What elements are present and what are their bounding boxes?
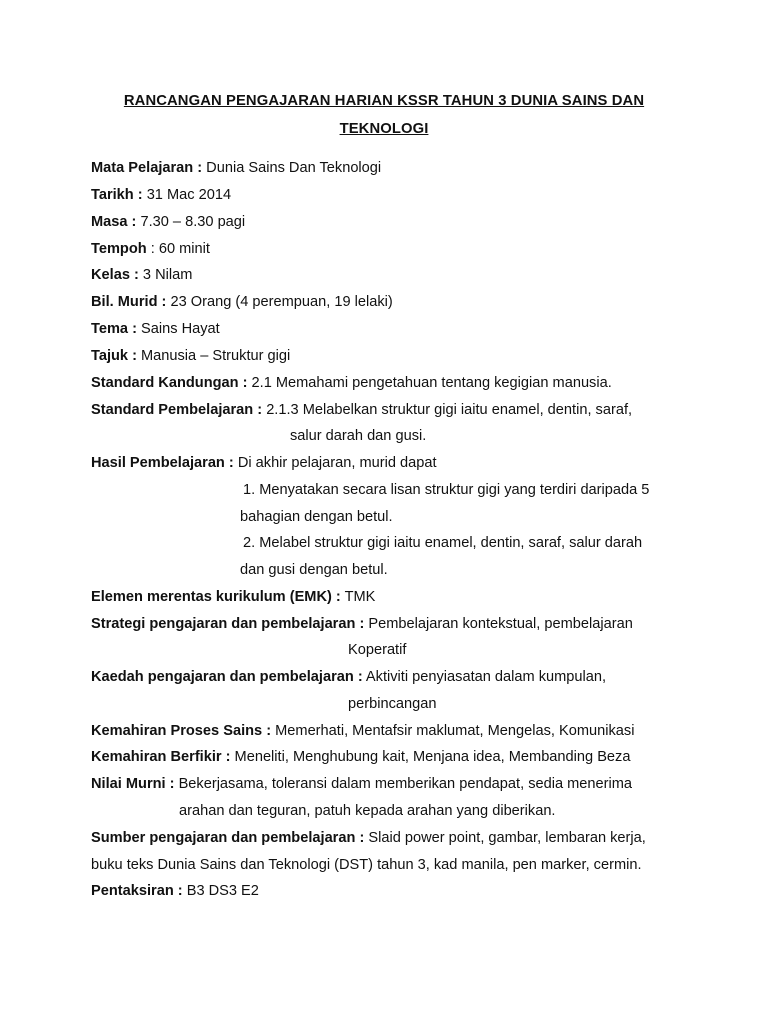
field-kemahiran-berfikir bbox=[91, 748, 630, 766]
field-label: Kemahiran Berfikir : bbox=[91, 749, 231, 765]
field-kaedah bbox=[91, 668, 606, 686]
field-label: Sumber pengajaran dan pembelajaran : bbox=[91, 830, 365, 846]
field-masa bbox=[91, 213, 245, 231]
field-standard-pembelajaran bbox=[91, 401, 632, 419]
field-strategi-continued: Koperatif bbox=[348, 642, 407, 658]
hasil-item-2-line-2: dan gusi dengan betul. bbox=[240, 562, 388, 578]
field-nilai-murni-continued: arahan dan teguran, patuh kepada arahan yang diberikan. bbox=[179, 803, 556, 819]
field-label: Nilai Murni : bbox=[91, 776, 175, 792]
field-label: Hasil Pembelajaran : bbox=[91, 455, 234, 471]
field-label: Bil. Murid : bbox=[91, 294, 167, 310]
field-value: 23 Orang (4 perempuan, 19 lelaki) bbox=[166, 294, 393, 310]
field-value: Sains Hayat bbox=[136, 321, 220, 337]
field-nilai-murni bbox=[91, 775, 632, 793]
field-label: Standard Kandungan : bbox=[91, 375, 248, 391]
field-pentaksiran bbox=[91, 882, 259, 900]
field-value: Memerhati, Mentafsir maklumat, Mengelas, Komunikasi bbox=[271, 723, 635, 739]
field-standard-kandungan bbox=[91, 374, 612, 392]
field-tema bbox=[91, 320, 220, 338]
field-tempoh bbox=[91, 240, 210, 258]
field-tajuk bbox=[91, 347, 290, 365]
field-value: B3 DS3 E2 bbox=[182, 883, 259, 899]
field-value: 3 Nilam bbox=[138, 267, 193, 283]
document-title-line-1: RANCANGAN PENGAJARAN HARIAN KSSR TAHUN 3 DUNIA SAINS DAN bbox=[123, 93, 645, 109]
field-kelas bbox=[91, 266, 192, 284]
field-value: 2.1.3 Melabelkan struktur gigi iaitu enamel, dentin, saraf, bbox=[262, 402, 633, 418]
field-label: Strategi pengajaran dan pembelajaran : bbox=[91, 616, 365, 632]
field-hasil-pembelajaran bbox=[91, 454, 437, 472]
field-label: Tempoh bbox=[91, 241, 147, 257]
field-kaedah-continued: perbincangan bbox=[348, 696, 437, 712]
field-tarikh bbox=[91, 186, 231, 204]
field-value: Manusia – Struktur gigi bbox=[136, 348, 291, 364]
field-emk bbox=[91, 588, 375, 606]
field-label: Kemahiran Proses Sains : bbox=[91, 723, 272, 739]
field-label: Tarikh : bbox=[91, 187, 143, 203]
field-standard-pembelajaran-continued: salur darah dan gusi. bbox=[290, 428, 427, 444]
field-value: Aktiviti penyiasatan dalam kumpulan, bbox=[362, 669, 607, 685]
field-value: 31 Mac 2014 bbox=[142, 187, 232, 203]
field-label: Standard Pembelajaran : bbox=[91, 402, 263, 418]
field-value: : 60 minit bbox=[146, 241, 210, 257]
hasil-item-1-line-2: bahagian dengan betul. bbox=[240, 509, 393, 525]
field-sumber bbox=[91, 829, 646, 847]
field-value: Slaid power point, gambar, lembaran kerja, bbox=[364, 830, 646, 846]
field-label: Kelas : bbox=[91, 267, 139, 283]
field-label: Mata Pelajaran : bbox=[91, 160, 203, 176]
field-value: Bekerjasama, toleransi dalam memberikan pendapat, sedia menerima bbox=[174, 776, 633, 792]
field-label: Pentaksiran : bbox=[91, 883, 183, 899]
field-label: Elemen merentas kurikulum (EMK) : bbox=[91, 589, 341, 605]
field-mata-pelajaran bbox=[91, 159, 381, 177]
field-sumber-continued: buku teks Dunia Sains dan Teknologi (DST) tahun 3, kad manila, pen marker, cermin. bbox=[91, 857, 642, 873]
field-value: 7.30 – 8.30 pagi bbox=[136, 214, 246, 230]
field-label: Kaedah pengajaran dan pembelajaran : bbox=[91, 669, 363, 685]
hasil-item-1-line-1: 1. Menyatakan secara lisan struktur gigi yang terdiri daripada 5 bbox=[243, 482, 650, 498]
field-strategi bbox=[91, 615, 633, 633]
field-label: Tajuk : bbox=[91, 348, 137, 364]
field-kemahiran-proses-sains bbox=[91, 722, 634, 740]
field-value: Meneliti, Menghubung kait, Menjana idea, Membanding Beza bbox=[230, 749, 631, 765]
field-value: TMK bbox=[340, 589, 376, 605]
field-value: Pembelajaran kontekstual, pembelajaran bbox=[364, 616, 633, 632]
field-value: Dunia Sains Dan Teknologi bbox=[202, 160, 382, 176]
document-title-line-2: TEKNOLOGI bbox=[339, 121, 429, 137]
hasil-item-2-line-1: 2. Melabel struktur gigi iaitu enamel, dentin, saraf, salur darah bbox=[243, 535, 643, 551]
field-value: 2.1 Memahami pengetahuan tentang kegigian manusia. bbox=[247, 375, 612, 391]
field-bil-murid bbox=[91, 293, 393, 311]
field-label: Masa : bbox=[91, 214, 137, 230]
field-label: Tema : bbox=[91, 321, 137, 337]
field-value: Di akhir pelajaran, murid dapat bbox=[233, 455, 437, 471]
